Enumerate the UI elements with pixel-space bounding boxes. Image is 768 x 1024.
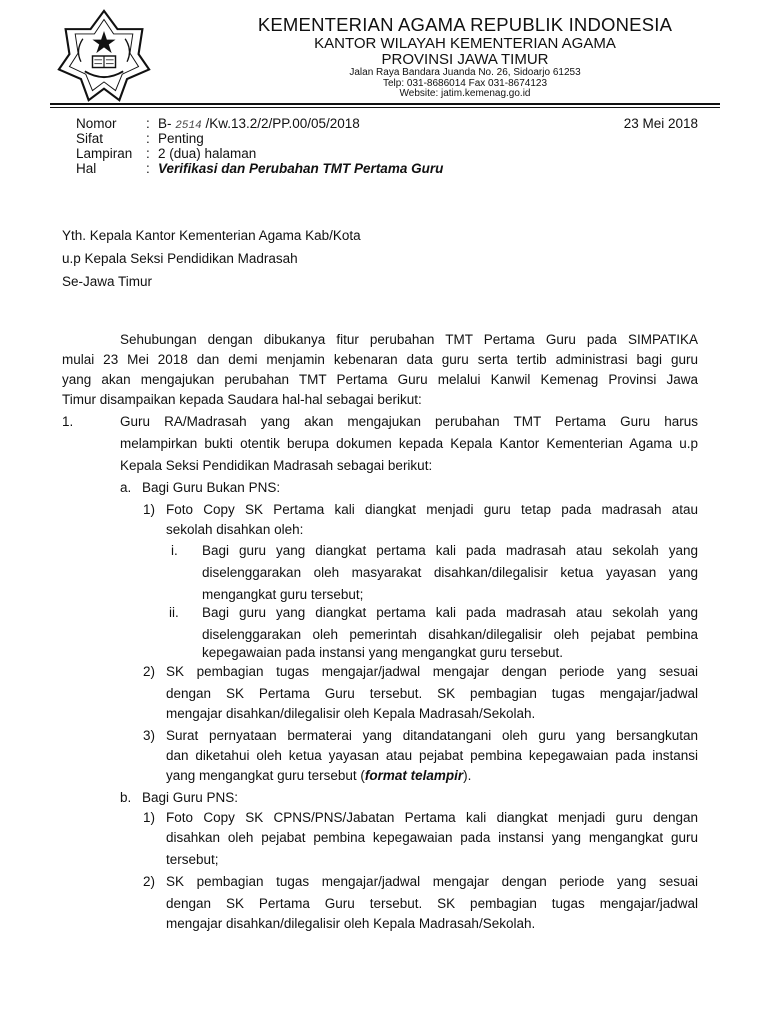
ai-line: Bagi guru yang diangkat pertama kali pada madrasah atau sekolah yang	[202, 543, 698, 558]
org-name-line3: PROVINSI JAWA TIMUR	[381, 51, 549, 68]
a2-line: dengan SK Pertama Guru tersebut. SK pembagian tugas mengajar/jadwal	[166, 686, 698, 701]
intro-line: mulai 23 Mei 2018 dan demi menjamin kebenaran data guru serta tertib administrasi bagi guru	[62, 352, 698, 367]
org-name-line2: KANTOR WILAYAH KEMENTERIAN AGAMA	[314, 35, 616, 52]
nomor-handwritten: 2514	[175, 120, 202, 132]
lampiran-value: 2 (dua) halaman	[158, 146, 257, 161]
ai-line: mengangkat guru tersebut;	[202, 587, 364, 602]
point1-line: Kepala Seksi Pendidikan Madrasah sebagai berikut:	[120, 458, 433, 473]
a3-text: yang mengangkat guru tersebut (	[166, 768, 365, 783]
org-name-line1: KEMENTERIAN AGAMA REPUBLIK INDONESIA	[257, 14, 673, 35]
b1-line: disahkan oleh pejabat pembina kepegawaian pada instansi yang mengangkat guru	[166, 830, 698, 845]
colon: :	[146, 161, 150, 176]
b2-line: SK pembagian tugas mengajar/jadwal mengajar dengan periode yang sesuai	[166, 874, 698, 889]
hal-label: Hal	[76, 161, 97, 176]
addressee-line2: u.p Kepala Seksi Pendidikan Madrasah	[62, 251, 298, 266]
a1-line: sekolah disahkan oleh:	[166, 522, 304, 537]
point1-line: melampirkan bukti otentik berupa dokumen kepada Kepala Kantor Kementerian Agama u.p	[120, 436, 698, 451]
office-address: Jalan Raya Bandara Juanda No. 26, Sidoarjo 61253	[349, 67, 581, 78]
aii-line: Bagi guru yang diangkat pertama kali pada madrasah atau sekolah yang	[202, 605, 698, 620]
b1-line: tersebut;	[166, 852, 219, 867]
list-marker: 1.	[62, 414, 74, 429]
b2-line: dengan SK Pertama Guru tersebut. SK pembagian tugas mengajar/jadwal	[166, 896, 698, 911]
a3-line: Surat pernyataan bermaterai yang ditandatangani oleh guru yang bersangkutan	[166, 728, 698, 743]
office-website: Website: jatim.kemenag.go.id	[399, 88, 531, 99]
list-marker: i.	[171, 543, 178, 558]
lampiran-label: Lampiran	[76, 146, 133, 161]
point1-line: Guru RA/Madrasah yang akan mengajukan perubahan TMT Pertama Guru harus	[120, 414, 698, 429]
nomor-prefix: B-	[158, 116, 172, 131]
a2-line: SK pembagian tugas mengajar/jadwal mengajar dengan periode yang sesuai	[166, 664, 698, 679]
list-marker: 1)	[143, 810, 156, 825]
list-marker: 2)	[143, 664, 156, 679]
list-marker: ii.	[169, 605, 179, 620]
a3-text-end: ).	[463, 768, 472, 783]
a3-line: dan diketahui oleh ketua yayasan atau pejabat pembina kepegawaian pada instansi	[166, 748, 698, 763]
b2-line: mengajar disahkan/dilegalisir oleh Kepala Madrasah/Sekolah.	[166, 916, 536, 931]
kemenag-emblem-icon	[56, 8, 152, 104]
ai-line: diselenggarakan oleh masyarakat disahkan/dilegalisir ketua yayasan yang	[202, 565, 698, 580]
list-marker: 3)	[143, 728, 156, 743]
colon: :	[146, 146, 150, 161]
section-b-title: Bagi Guru PNS:	[142, 790, 239, 805]
aii-line: kepegawaian pada instansi yang mengangkat guru tersebut.	[202, 645, 563, 660]
intro-line: Sehubungan dengan dibukanya fitur perubahan TMT Pertama Guru pada SIMPATIKA	[120, 332, 698, 347]
colon: :	[146, 116, 150, 131]
sifat-value: Penting	[158, 131, 204, 146]
nomor-rest: /Kw.13.2/2/PP.00/05/2018	[205, 116, 360, 131]
intro-line: yang akan mengajukan perubahan TMT Pertama Guru melalui Kanwil Kemenag Provinsi Jawa	[62, 372, 698, 387]
section-a-title: Bagi Guru Bukan PNS:	[142, 480, 281, 495]
intro-line: Timur disampaikan kepada Saudara hal-hal sebagai berikut:	[62, 392, 422, 407]
a3-line	[166, 766, 698, 786]
letter-date: 23 Mei 2018	[623, 116, 698, 131]
a3-format-note: format telampir	[364, 768, 464, 783]
a1-line: Foto Copy SK Pertama kali diangkat menjadi guru tetap pada madrasah atau	[166, 502, 698, 517]
office-phone: Telp: 031-8686014 Fax 031-8674123	[382, 78, 548, 89]
hal-value: Verifikasi dan Perubahan TMT Pertama Guru	[158, 161, 444, 176]
nomor-label: Nomor	[76, 116, 117, 131]
addressee-line1: Yth. Kepala Kantor Kementerian Agama Kab/Kota	[62, 228, 361, 243]
sifat-label: Sifat	[76, 131, 104, 146]
letterhead-divider-thick	[50, 103, 720, 105]
aii-line: diselenggarakan oleh pemerintah disahkan/dilegalisir oleh pejabat pembina	[202, 627, 698, 642]
addressee-line3: Se-Jawa Timur	[62, 274, 153, 289]
list-marker: b.	[120, 790, 132, 805]
list-marker: 1)	[143, 502, 156, 517]
list-marker: 2)	[143, 874, 156, 889]
letterhead-divider-thin	[50, 107, 720, 108]
colon: :	[146, 131, 150, 146]
a2-line: mengajar disahkan/dilegalisir oleh Kepala Madrasah/Sekolah.	[166, 706, 536, 721]
b1-line: Foto Copy SK CPNS/PNS/Jabatan Pertama kali diangkat menjadi guru dengan	[166, 810, 698, 825]
list-marker: a.	[120, 480, 132, 495]
